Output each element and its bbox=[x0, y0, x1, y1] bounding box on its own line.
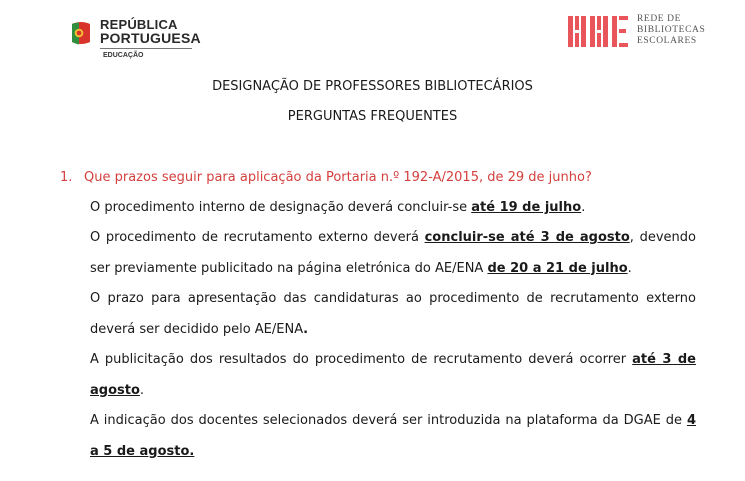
document-subtitle: PERGUNTAS FREQUENTES bbox=[287, 109, 458, 124]
answer-text: . bbox=[627, 260, 632, 276]
answer-paragraph bbox=[90, 284, 696, 345]
answer-text: A indicação dos docentes selecionados deverá ser introduzida na plataforma da DGAE de bbox=[90, 413, 687, 428]
logo-line2: PORTUGUESA bbox=[100, 30, 201, 46]
answer-text: A publicitação dos resultados do procedimento de recrutamento deverá ocorrer bbox=[90, 352, 633, 367]
logo-divider bbox=[100, 48, 192, 49]
rbe-line1: REDE DE bbox=[637, 14, 682, 24]
answer-deadline: até 19 de julho bbox=[471, 200, 582, 215]
answer-deadline: concluir-se até 3 de agosto bbox=[424, 230, 630, 245]
answer-deadline: 4 a 5 de agosto. bbox=[90, 413, 696, 459]
answer-deadline: até 3 de agosto bbox=[90, 352, 696, 398]
answer-paragraph bbox=[90, 345, 696, 406]
rbe-line2: BIBLIOTECAS bbox=[637, 25, 706, 35]
answer-text: . bbox=[303, 321, 309, 337]
logo-subtitle: EDUCAÇÃO bbox=[103, 52, 144, 59]
rbe-mark-icon bbox=[568, 14, 630, 48]
answer-paragraph bbox=[90, 193, 696, 224]
document-title: DESIGNAÇÃO DE PROFESSORES BIBLIOTECÁRIOS bbox=[212, 79, 533, 94]
answer-text: , devendo ser previamente publicitado na página eletrónica do AE/ENA bbox=[90, 230, 696, 276]
answer-text: O prazo para apresentação das candidaturas ao procedimento de recrutamento externo deverá ser decidido pelo AE/ENA bbox=[90, 291, 696, 337]
answer-paragraph bbox=[90, 406, 696, 467]
answer-deadline: de 20 a 21 de julho bbox=[487, 260, 628, 276]
question-1 bbox=[60, 170, 592, 185]
answer-text: O procedimento de recrutamento externo deverá bbox=[90, 230, 425, 245]
answer-text: . bbox=[581, 200, 586, 215]
rbe-line3: ESCOLARES bbox=[637, 36, 697, 46]
logo-line1: REPÚBLICA bbox=[100, 17, 178, 32]
answer-text: . bbox=[139, 382, 145, 398]
answer-text: O procedimento interno de designação deverá concluir-se bbox=[90, 200, 472, 215]
republica-portuguesa-logo bbox=[70, 14, 200, 64]
rbe-text bbox=[637, 14, 705, 47]
question-text: Que prazos seguir para aplicação da Portaria n.º 192-A/2015, de 29 de junho? bbox=[84, 170, 592, 185]
rede-bibliotecas-escolares-logo bbox=[568, 14, 718, 50]
portugal-flag-icon bbox=[70, 20, 92, 48]
answer-paragraph bbox=[90, 223, 696, 284]
question-number: 1. bbox=[60, 170, 73, 185]
